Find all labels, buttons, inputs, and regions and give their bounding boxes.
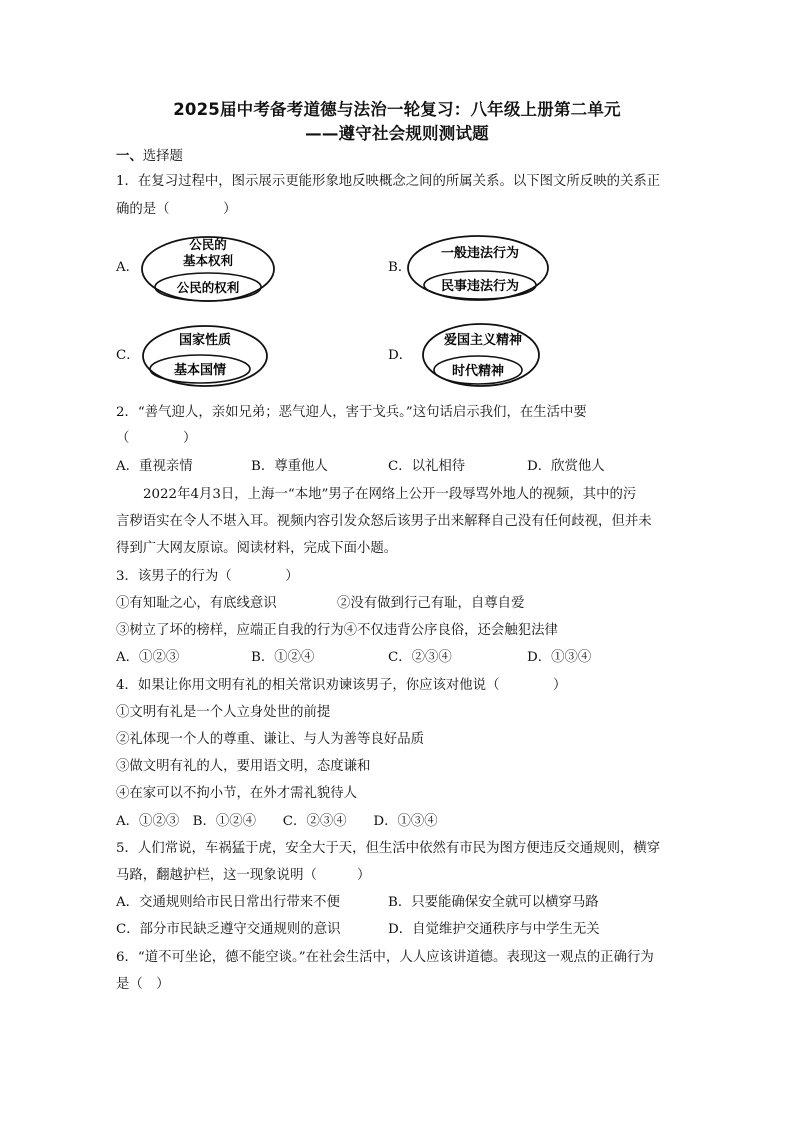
exam-title-line-1: 2025届中考备考道德与法治一轮复习：八年级上册第二单元 [173, 100, 621, 119]
outer-label: 爱国主义精神 [443, 333, 523, 348]
section-label: 选择题 [142, 149, 183, 164]
q3-items-3-4: ③树立了坏的榜样，应端正自我的行为④不仅违背公序良俗，还会触犯法律 [116, 623, 558, 638]
inner-label: 时代精神 [451, 364, 505, 379]
q4-item-4: ④在家可以不拘小节，在外才需礼貌待人 [116, 786, 358, 801]
q2-stem-line-2: （ ） [116, 431, 197, 446]
q3-item-2: ②没有做到行己有耻，自尊自爱 [337, 596, 525, 611]
section-number: 一、 [116, 149, 143, 164]
q4-options: A．①②③ B．①②④ C．②③④ D．①③④ [116, 814, 438, 829]
q3-option-c: C．②③④ [388, 650, 452, 665]
outer-label-1: 公民的 [189, 237, 227, 252]
section-heading [116, 148, 183, 166]
q6-stem-line-2: 是（ ） [116, 977, 170, 992]
q2-option-c: C．以礼相待 [388, 459, 466, 474]
q1-option-d-letter: D． [388, 348, 413, 363]
q1-stem-line-1: 1．在复习过程中，图示展示更能形象地反映概念之间的所属关系。以下图文所反映的关系正 [116, 174, 661, 189]
q1-option-a-diagram [138, 232, 278, 304]
q2-option-a: A．重视亲情 [116, 459, 193, 474]
q1-option-b-letter: B． [388, 260, 412, 275]
exam-title-line-2: ——遵守社会规则测试题 [305, 124, 489, 143]
q3-item-1: ①有知耻之心，有底线意识 [116, 596, 277, 611]
q5-option-a: A．交通规则给市民日常出行带来不便 [116, 895, 340, 910]
q3-option-a: A．①②③ [116, 650, 180, 665]
q4-stem: 4．如果让你用文明有礼的相关常识劝谏该男子，你应该对他说（ ） [116, 678, 567, 693]
q5-option-c: C．部分市民缺乏遵守交通规则的意识 [116, 922, 341, 937]
material-line-1: 2022年4月3日，上海一“本地”男子在网络上公开一段辱骂外地人的视频，其中的污 [143, 487, 637, 502]
outer-label: 国家性质 [178, 333, 232, 348]
q3-option-d: D．①③④ [527, 650, 592, 665]
q5-option-d: D．自觉维护交通秩序与中学生无关 [388, 922, 600, 937]
q1-stem-line-2: 确的是（ ） [116, 202, 237, 217]
q6-stem-line-1: 6．“道不可坐论，德不能空谈。”在社会生活中，人人应该讲道德。表现这一观点的正确行为 [116, 950, 654, 965]
outer-label-2: 基本权利 [182, 253, 234, 268]
q4-item-1: ①文明有礼是一个人立身处世的前提 [116, 705, 331, 720]
q4-item-3: ③做文明有礼的人，要用语文明，态度谦和 [116, 759, 371, 774]
q5-option-b: B．只要能确保安全就可以横穿马路 [388, 895, 599, 910]
q2-stem-line-1: 2．“善气迎人，亲如兄弟；恶气迎人，害于戈兵。”这句话启示我们，在生活中要 [116, 405, 587, 420]
inner-label: 民事违法行为 [440, 279, 520, 294]
q5-stem-line-1: 5．人们常说，车祸猛于虎，安全大于天，但生活中依然有市民为图方便违反交通规则，横穿 [116, 841, 661, 856]
q5-stem-line-2: 马路，翻越护栏，这一现象说明（ ） [116, 868, 371, 883]
outer-label: 一般违法行为 [440, 246, 520, 261]
q3-option-b: B．①②④ [251, 650, 315, 665]
q2-option-b: B．尊重他人 [251, 459, 328, 474]
q1-option-a-letter: A． [116, 260, 140, 275]
q1-option-b-diagram [404, 232, 552, 304]
q1-option-c-diagram [138, 322, 272, 390]
material-line-2: 言秽语实在令人不堪入耳。视频内容引发众怒后该男子出来解释自己没有任何歧视，但并未 [116, 514, 652, 529]
q4-item-2: ②礼体现一个人的尊重、谦让、与人为善等良好品质 [116, 732, 424, 747]
q1-option-d-diagram [420, 320, 542, 390]
material-line-3: 得到广大网友原谅。阅读材料，完成下面小题。 [116, 541, 398, 556]
q2-option-d: D．欣赏他人 [527, 459, 605, 474]
inner-label: 基本国情 [173, 363, 227, 378]
inner-label: 公民的权利 [176, 280, 240, 295]
q3-stem: 3．该男子的行为（ ） [116, 569, 299, 584]
q1-option-c-letter: C． [116, 348, 140, 363]
